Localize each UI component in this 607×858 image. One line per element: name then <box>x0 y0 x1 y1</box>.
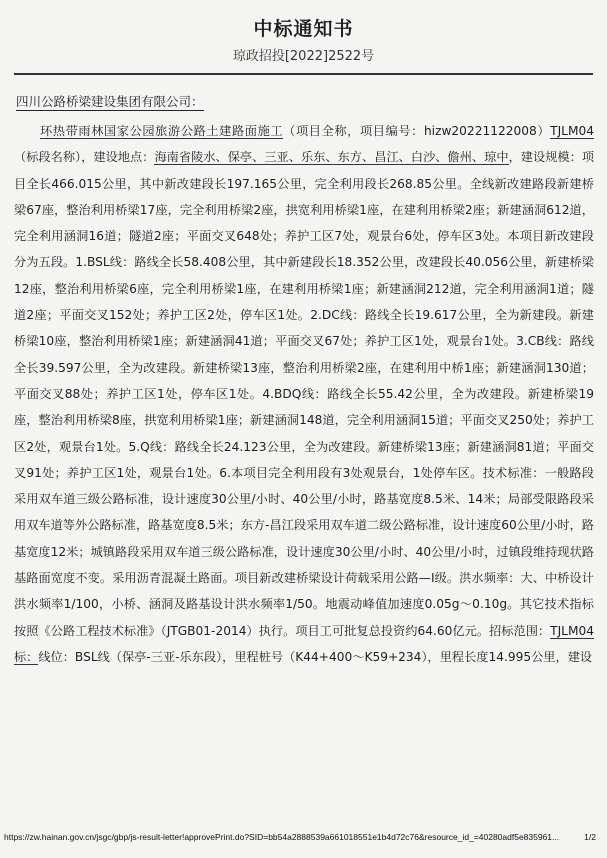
page-number: 1/2 <box>584 832 596 842</box>
addressee-company: 四川公路桥梁建设集团有限公司： <box>16 94 204 109</box>
header-divider <box>14 73 593 75</box>
section-name: TJLM04 <box>550 124 594 138</box>
scope-text: 线位：BSL线（保亭-三亚-乐东段），里程桩号（K44+400～K59+234），里程长度14.995公里，建设 <box>38 649 593 664</box>
body-indent <box>14 124 40 138</box>
document-title: 中标通知书 <box>253 18 354 40</box>
construction-location: 海南省陵水、保亭、三亚、乐东、东方、昌江、白沙、儋州、琼中 <box>154 150 509 165</box>
section-label: （标段名称），建设地点： <box>14 150 155 165</box>
notice-body <box>14 118 594 670</box>
page-url: https://zw.hainan.gov.cn/jsgc/gbp/js-result-letter!approvePrint.do?SID=bb54a2888539a661018551e1b4d72c76&resource_id_=40280adf5e835961... <box>4 832 560 842</box>
addressee <box>16 92 204 110</box>
project-name: 环热带雨林国家公园旅游公路土建路面施工 <box>40 124 284 138</box>
project-code: （项目全称，项目编号：hizw20221122008） <box>283 124 551 138</box>
document-number: 琼政招投[2022]2522号 <box>232 49 375 64</box>
scope-label: 招标范围： <box>489 623 551 638</box>
scope-section: TJLM04标： <box>14 623 594 664</box>
print-footer <box>4 832 604 842</box>
construction-scale-text: ，建设规模：项目全长466.015公里，其中新改建段长197.165公里，完全利用段长268.85公里。全线新改建路段新建桥梁67座，整治利用桥梁17座，完全利用桥梁2座，拱宽利用桥梁1座，在建利用桥梁2座；新建涵洞612道，完全利用涵洞16道；隧道2座；平面交叉648处；养护工区7处，观景台6处，停车区3处。本项目新改建段分为五段。1.BSL线：路线全长58.408公里，其中新建段长18.352公里，改建段长40.056公里，新建桥梁12座，整治利用桥梁6座，完全利用桥梁1座，在建利用桥梁1座；新建涵洞212道，完全利用涵洞1道；隧道2座；平面交叉152处；养护工区2处，停车区1处。2.DC线：路线全长19.617公里，全为新建段。新建桥梁10座，整治利用桥梁1座；新建涵洞41道；平面交叉67处；养护工区1处，观景台1处。3.CB线：路线全长39.597公里，全为改建段。新建桥梁13座，整治利用桥梁2座，在建利用中桥1座；新建涵洞130道；平面交叉88处；养护工区1处，停车区1处。4.BDQ线：路线全长55.42公里，全为改建段。新建桥梁19座，整治利用桥梁8座，拱宽利用桥梁1座；新建涵洞148道，完全利用涵洞15道；平面交叉250处；养护工区2处，观景台1处。5.Q线：路线全长24.123公里，全为改建段。新建桥梁13座；新建涵洞81道；平面交叉91处；养护工区1处，观景台1处。6.本项目完全利用段有3处观景台，1处停车区。技术标准：一般路段采用双车道三级公路标准，设计速度30公里/小时、40公里/小时，路基宽度8.5米、14米；局部受限路段采用双车道等外公路标准，路基宽度8.5米；东方-昌江段采用双车道二级公路标准，设计速度60公里/小时，路基宽度12米；城镇路段采用双车道三级公路标准，设计速度30公里/小时、40公里/小时，过镇段维持现状路基路面宽度不变。采用沥青混凝土路面。项目新改建桥梁设计荷载采用公路—I级。洪水频率：大、中桥设计洪水频率1/100，小桥、涵洞及路基设计洪水频率1/50。地震动峰值加速度0.05g～0.10g。其它技术指标按照《公路工程技术标准》（JTGB01-2014）执行。项目工可批复总投资约64.60亿元。 <box>14 150 595 638</box>
